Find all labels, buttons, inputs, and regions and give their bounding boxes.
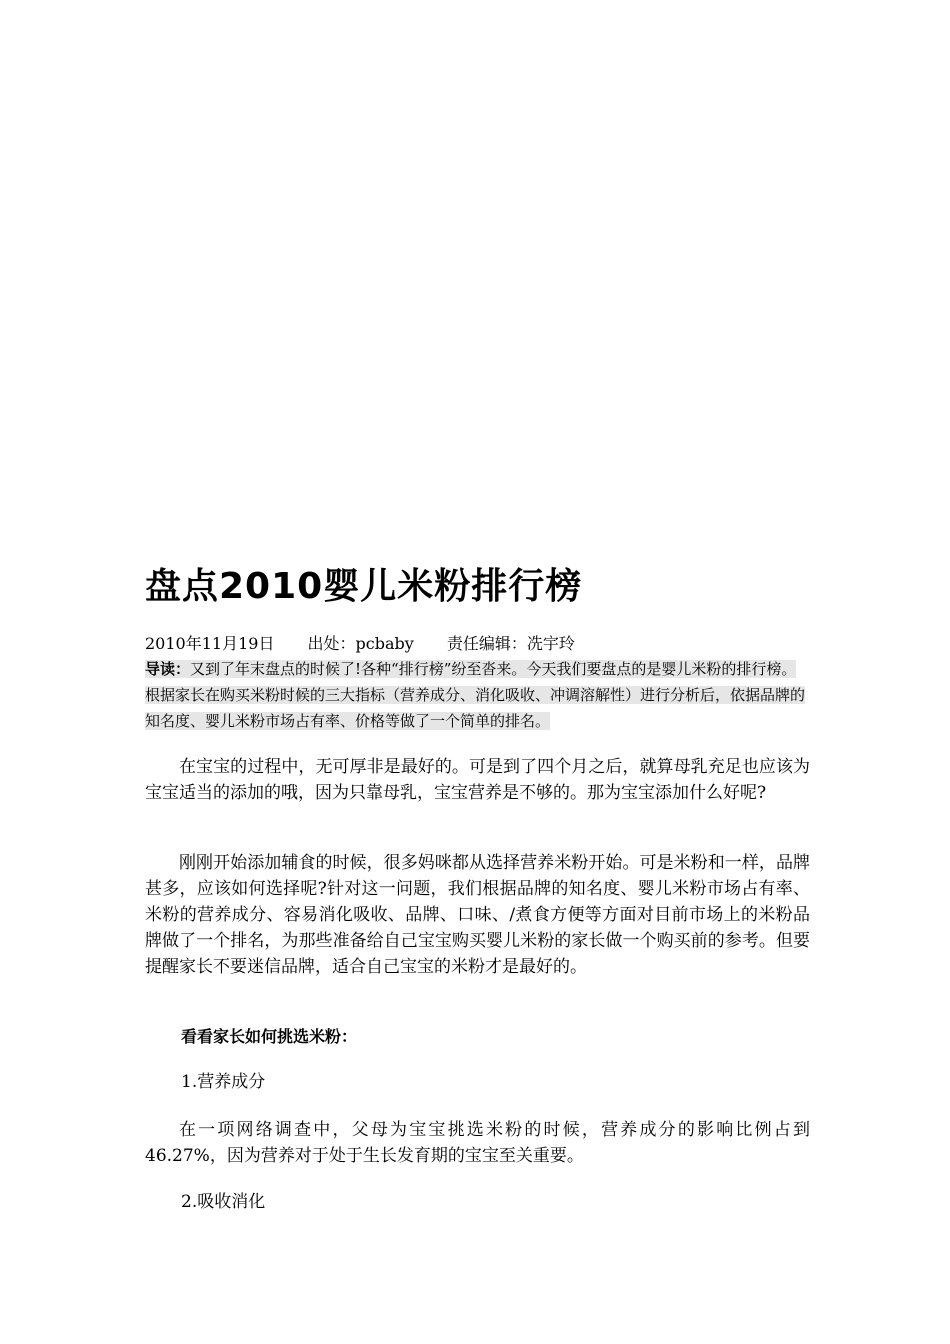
source-label: 出处：pcbaby — [307, 634, 414, 653]
paragraph-2: 刚刚开始添加辅食的时候，很多妈咪都从选择营养米粉开始。可是米粉和一样，品牌甚多，应该如何选择呢?针对这一问题，我们根据品牌的知名度、婴儿米粉市场占有率、米粉的营养成分、容易消化吸收、品牌、口味、/煮食方便等方面对目前市场上的米粉品牌做了一个排名，为那些准备给自己宝宝购买婴儿米粉的家长做一个购买前的参考。但要提醒家长不要迷信品牌，适合自己宝宝的米粉才是最好的。 — [145, 853, 810, 977]
item-digestion: 2.吸收消化 — [181, 1192, 266, 1212]
section-heading: 看看家长如何挑选米粉： — [181, 1027, 358, 1046]
paragraph-nutrition: 在一项网络调查中，父母为宝宝挑选米粉的时候，营养成分的影响比例占到46.27%，因为营养对于处于生长发育期的宝宝至关重要。 — [145, 1120, 810, 1166]
article-meta — [145, 632, 603, 656]
paragraph-1: 在宝宝的过程中，无可厚非是最好的。可是到了四个月之后，就算母乳充足也应该为宝宝适当的添加的哦，因为只靠母乳，宝宝营养是不够的。那为宝宝添加什么好呢? — [145, 757, 810, 803]
intro-text: 又到了年末盘点的时候了!各种“排行榜”纷至沓来。今天我们要盘点的是婴儿米粉的排行榜。根据家长在购买米粉时候的三大指标（营养成分、消化吸收、冲调溶解性）进行分析后，依据品牌的知名度、婴儿米粉市场占有率、价格等做了一个简单的排名。 — [145, 660, 806, 730]
publish-date: 2010年11月19日 — [145, 634, 275, 653]
intro-block — [145, 656, 810, 734]
article-title: 盘点2010婴儿米粉排行榜 — [145, 566, 583, 607]
intro-label: 导读： — [145, 660, 191, 678]
item-nutrition: 1.营养成分 — [181, 1072, 266, 1092]
editor-label: 责任编辑：冼宇玲 — [446, 634, 575, 653]
